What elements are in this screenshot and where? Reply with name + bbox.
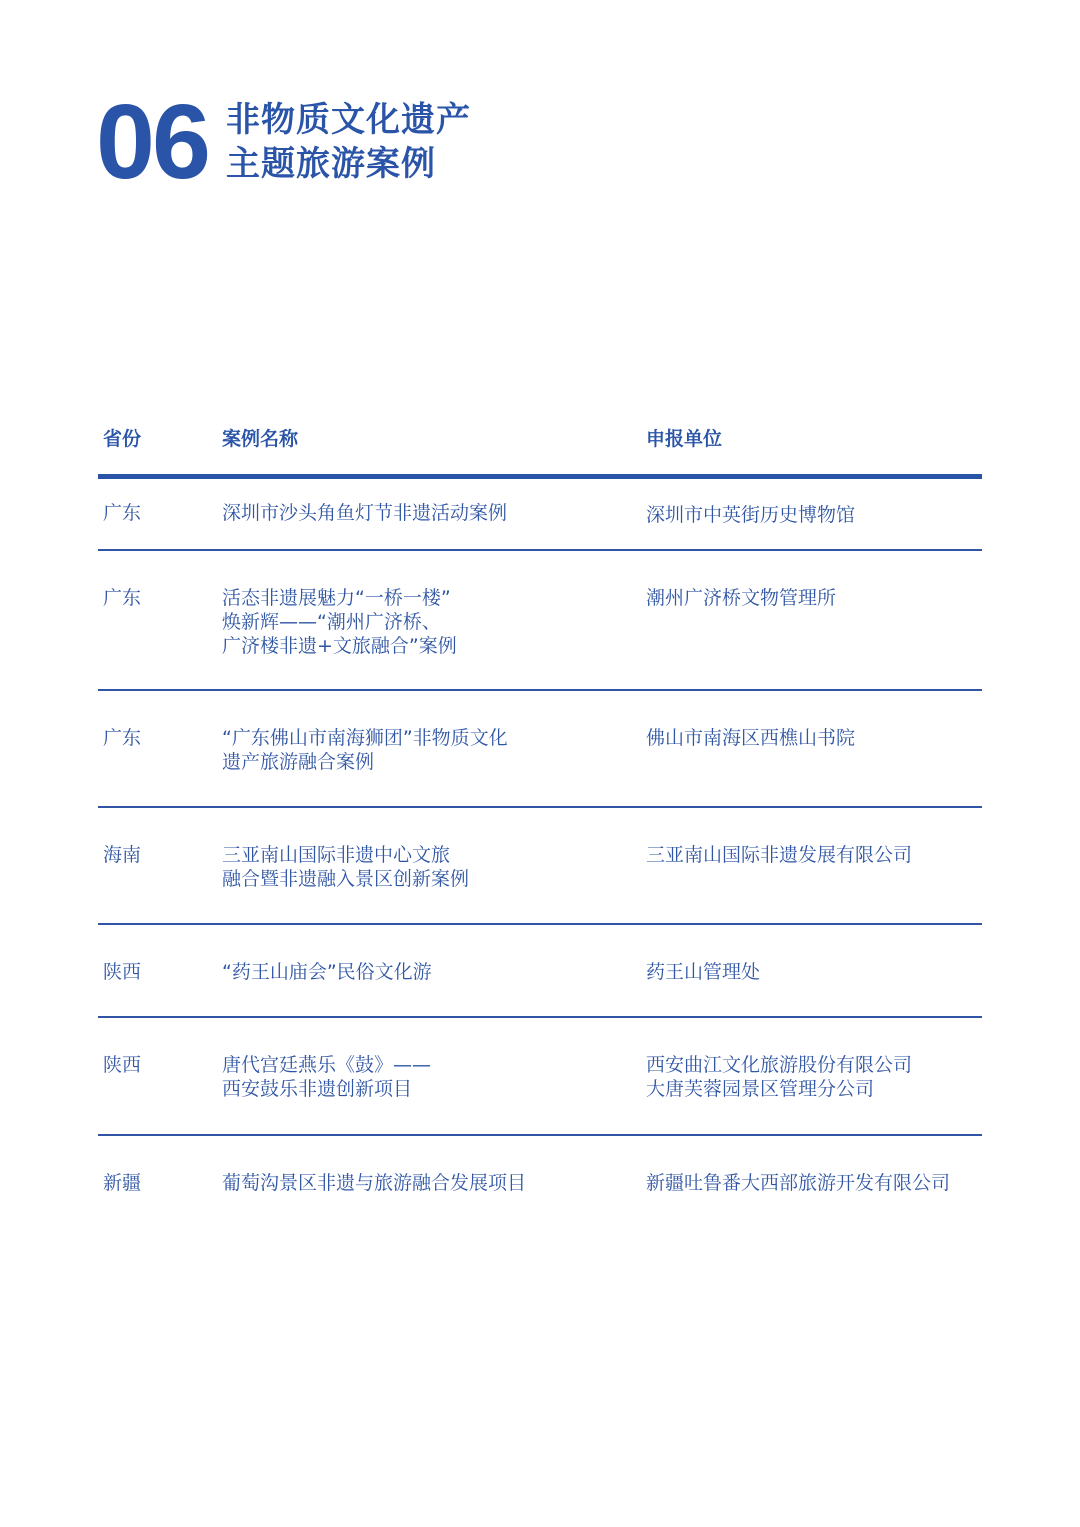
case-name-cell (222, 586, 622, 658)
table-row (98, 808, 982, 925)
case-name-cell (222, 501, 622, 525)
unit-line: 药王山管理处 (646, 961, 761, 983)
unit-line: 深圳市中英街历史博物馆 (646, 504, 856, 526)
province-cell: 新疆 (103, 1172, 142, 1194)
unit-cell (646, 586, 986, 610)
province-cell: 广东 (103, 587, 142, 609)
table-header (98, 414, 982, 479)
table-row (98, 691, 982, 808)
table-row (98, 551, 982, 691)
unit-line: 三亚南山国际非遗发展有限公司 (646, 844, 913, 866)
case-name-cell (222, 726, 622, 774)
unit-line: 西安曲江文化旅游股份有限公司 (646, 1054, 913, 1076)
case-name-line: 融合暨非遗融入景区创新案例 (222, 868, 470, 890)
case-name-line: 葡萄沟景区非遗与旅游融合发展项目 (222, 1172, 527, 1194)
case-name-cell (222, 1171, 622, 1195)
unit-cell (646, 1171, 986, 1195)
province-cell: 陕西 (103, 961, 142, 983)
table-row (98, 1136, 982, 1216)
unit-line: 大唐芙蓉园景区管理分公司 (646, 1078, 875, 1100)
column-header-province: 省份 (103, 428, 142, 450)
province-cell: 海南 (103, 844, 142, 866)
case-name-line: 三亚南山国际非遗中心文旅 (222, 844, 451, 866)
table-row (98, 1018, 982, 1136)
case-name-line: 遗产旅游融合案例 (222, 751, 375, 773)
province-cell: 陕西 (103, 1054, 142, 1076)
unit-line: 新疆吐鲁番大西部旅游开发有限公司 (646, 1172, 951, 1194)
case-name-line: 西安鼓乐非遗创新项目 (222, 1078, 413, 1100)
unit-cell (646, 726, 986, 750)
case-name-cell (222, 960, 622, 984)
case-name-cell (222, 1053, 622, 1101)
unit-line: 佛山市南海区西樵山书院 (646, 727, 856, 749)
case-name-cell (222, 843, 622, 891)
unit-cell (646, 1053, 986, 1101)
column-header-unit: 申报单位 (646, 428, 723, 450)
table-row (98, 925, 982, 1018)
section-title-line-1: 非物质文化遗产 (226, 100, 471, 140)
column-header-case-name: 案例名称 (222, 428, 299, 450)
unit-cell (646, 843, 986, 867)
section-number: 06 (96, 83, 208, 201)
section-title (226, 98, 546, 186)
case-name-line: “广东佛山市南海狮团”非物质文化 (222, 727, 508, 749)
case-name-line: 广济楼非遗+文旅融合”案例 (222, 635, 457, 657)
table-row (98, 479, 982, 551)
case-name-line: 深圳市沙头角鱼灯节非遗活动案例 (222, 502, 508, 524)
province-cell: 广东 (103, 502, 142, 524)
case-name-line: 唐代宫廷燕乐《鼓》—— (222, 1054, 432, 1076)
case-table (98, 414, 982, 1216)
section-title-line-2: 主题旅游案例 (226, 144, 436, 184)
case-name-line: 焕新辉——“潮州广济桥、 (222, 611, 441, 633)
case-name-line: 活态非遗展魅力“一桥一楼” (222, 587, 451, 609)
province-cell: 广东 (103, 727, 142, 749)
unit-line: 潮州广济桥文物管理所 (646, 587, 837, 609)
unit-cell (646, 503, 986, 527)
unit-cell (646, 960, 986, 984)
case-name-line: “药王山庙会”民俗文化游 (222, 961, 432, 983)
